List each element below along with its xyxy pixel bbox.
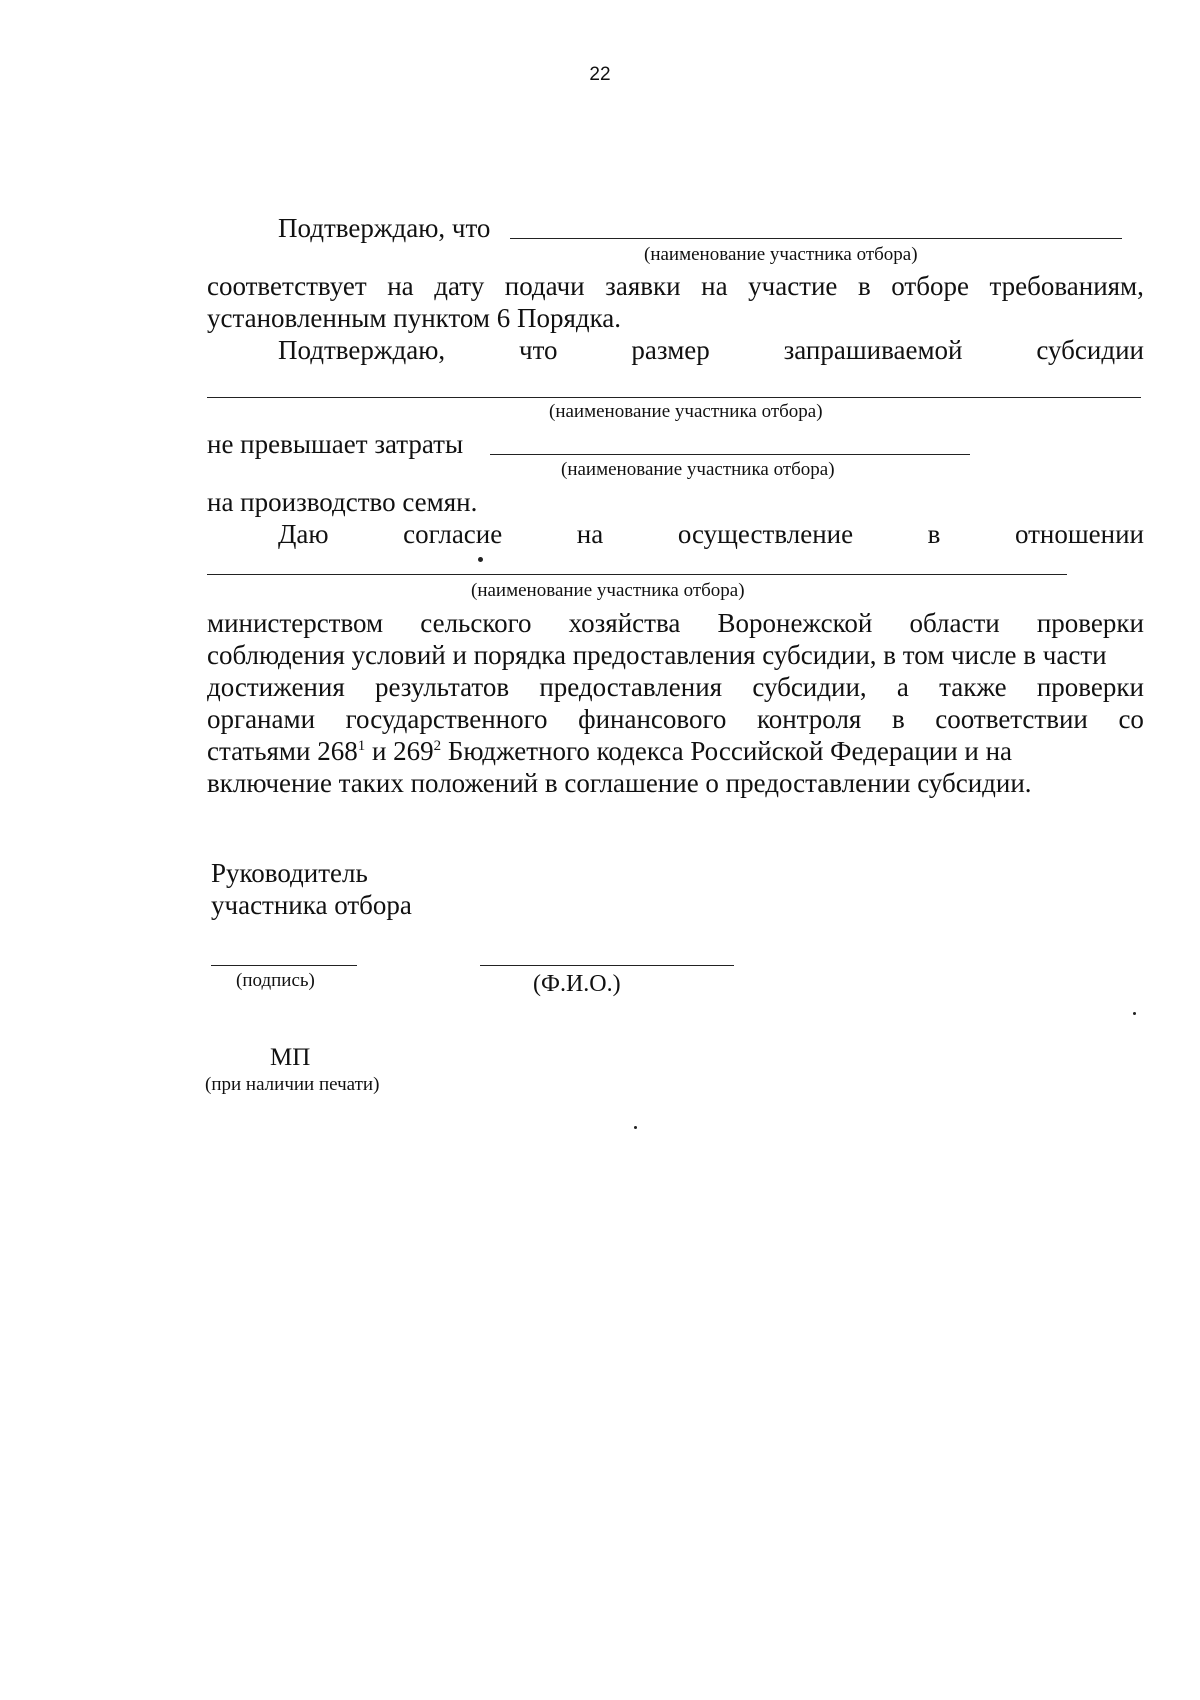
word: отношении — [1014, 519, 1144, 549]
word: проверки — [1036, 608, 1144, 638]
word: министерством — [207, 608, 384, 638]
word: в — [891, 704, 905, 734]
stamp-label: МП — [270, 1044, 311, 1071]
word: Воронежской — [717, 608, 873, 638]
consent-line — [278, 518, 1144, 550]
word: участие — [748, 271, 838, 301]
head-title-2: участника отбора — [211, 890, 412, 920]
word: органами — [207, 704, 316, 734]
word: субсидии, — [752, 672, 867, 702]
participant-name-caption: (наименование участника отбора) — [471, 580, 745, 601]
requirements-line — [207, 270, 1144, 302]
word: подачи — [504, 271, 585, 301]
participant-name-caption: (наименование участника отбора) — [561, 459, 835, 480]
word: предоставления — [539, 672, 723, 702]
articles-text: и 269 — [365, 736, 434, 766]
word: в — [927, 519, 941, 549]
page-number: 22 — [589, 64, 611, 85]
costs-lead-text: не превышает затраты — [207, 429, 464, 459]
seeds-text: на производство семян. — [207, 487, 478, 517]
participant-name-caption: (наименование участника отбора) — [644, 244, 918, 265]
requirements-line-2: установленным пунктом 6 Порядка. — [207, 303, 622, 333]
results-line — [207, 671, 1144, 703]
budget-code-line — [207, 735, 1144, 767]
participant-name-blank — [510, 238, 1122, 239]
word: хозяйства — [568, 608, 681, 638]
budget-code-text — [207, 735, 1012, 767]
control-line — [207, 703, 1144, 735]
participant-name-blank — [207, 397, 1141, 398]
word: на — [701, 271, 728, 301]
superscript: 1 — [357, 738, 366, 754]
word: на — [576, 519, 604, 549]
word: сельского — [420, 608, 532, 638]
head-title: Руководитель — [211, 858, 368, 888]
articles-text: статьями 268 — [207, 736, 358, 766]
word: размер — [631, 335, 710, 365]
word: соответствует — [207, 271, 367, 301]
word: контроля — [756, 704, 862, 734]
word: запрашиваемой — [783, 335, 963, 365]
word: требованиям, — [989, 271, 1144, 301]
full-name-caption: (Ф.И.О.) — [533, 971, 621, 997]
word: осуществление — [677, 519, 854, 549]
word: заявки — [605, 271, 681, 301]
conditions-line: соблюдения условий и порядка предоставления субсидии, в том числе в части — [207, 640, 1107, 670]
word: также — [939, 672, 1007, 702]
word: области — [909, 608, 1000, 638]
word: результатов — [374, 672, 510, 702]
signature-blank — [211, 965, 357, 966]
word: проверки — [1036, 672, 1144, 702]
stamp-caption: (при наличии печати) — [205, 1074, 380, 1095]
word: Подтверждаю, — [278, 335, 446, 365]
word: соответствии — [935, 704, 1088, 734]
word: отборе — [891, 271, 969, 301]
word: Даю — [278, 519, 329, 549]
word: достижения — [207, 672, 345, 702]
participant-name-blank — [207, 574, 1067, 575]
word: финансового — [578, 704, 727, 734]
ink-dot — [1133, 1012, 1136, 1015]
participant-name-caption: (наименование участника отбора) — [549, 401, 823, 422]
budget-code-tail: Бюджетного кодекса Российской Федерации и на — [441, 736, 1013, 766]
word: дату — [434, 271, 485, 301]
word: согласие — [403, 519, 503, 549]
ink-dot — [634, 1126, 637, 1129]
word: что — [519, 335, 558, 365]
superscript: 2 — [433, 738, 442, 754]
full-name-blank — [480, 965, 734, 966]
costs-blank — [490, 454, 970, 455]
subsidy-confirm-line — [278, 334, 1144, 366]
word: а — [896, 672, 909, 702]
inclusion-line: включение таких положений в соглашение о предоставлении субсидии. — [207, 768, 1032, 798]
word: на — [387, 271, 414, 301]
word: в — [857, 271, 871, 301]
ink-dot — [478, 557, 483, 562]
word: субсидии — [1036, 335, 1144, 365]
word: со — [1118, 704, 1144, 734]
signature-caption: (подпись) — [236, 970, 315, 991]
word: государственного — [345, 704, 548, 734]
ministry-line — [207, 607, 1144, 639]
confirm-lead-text: Подтверждаю, что — [278, 213, 491, 243]
